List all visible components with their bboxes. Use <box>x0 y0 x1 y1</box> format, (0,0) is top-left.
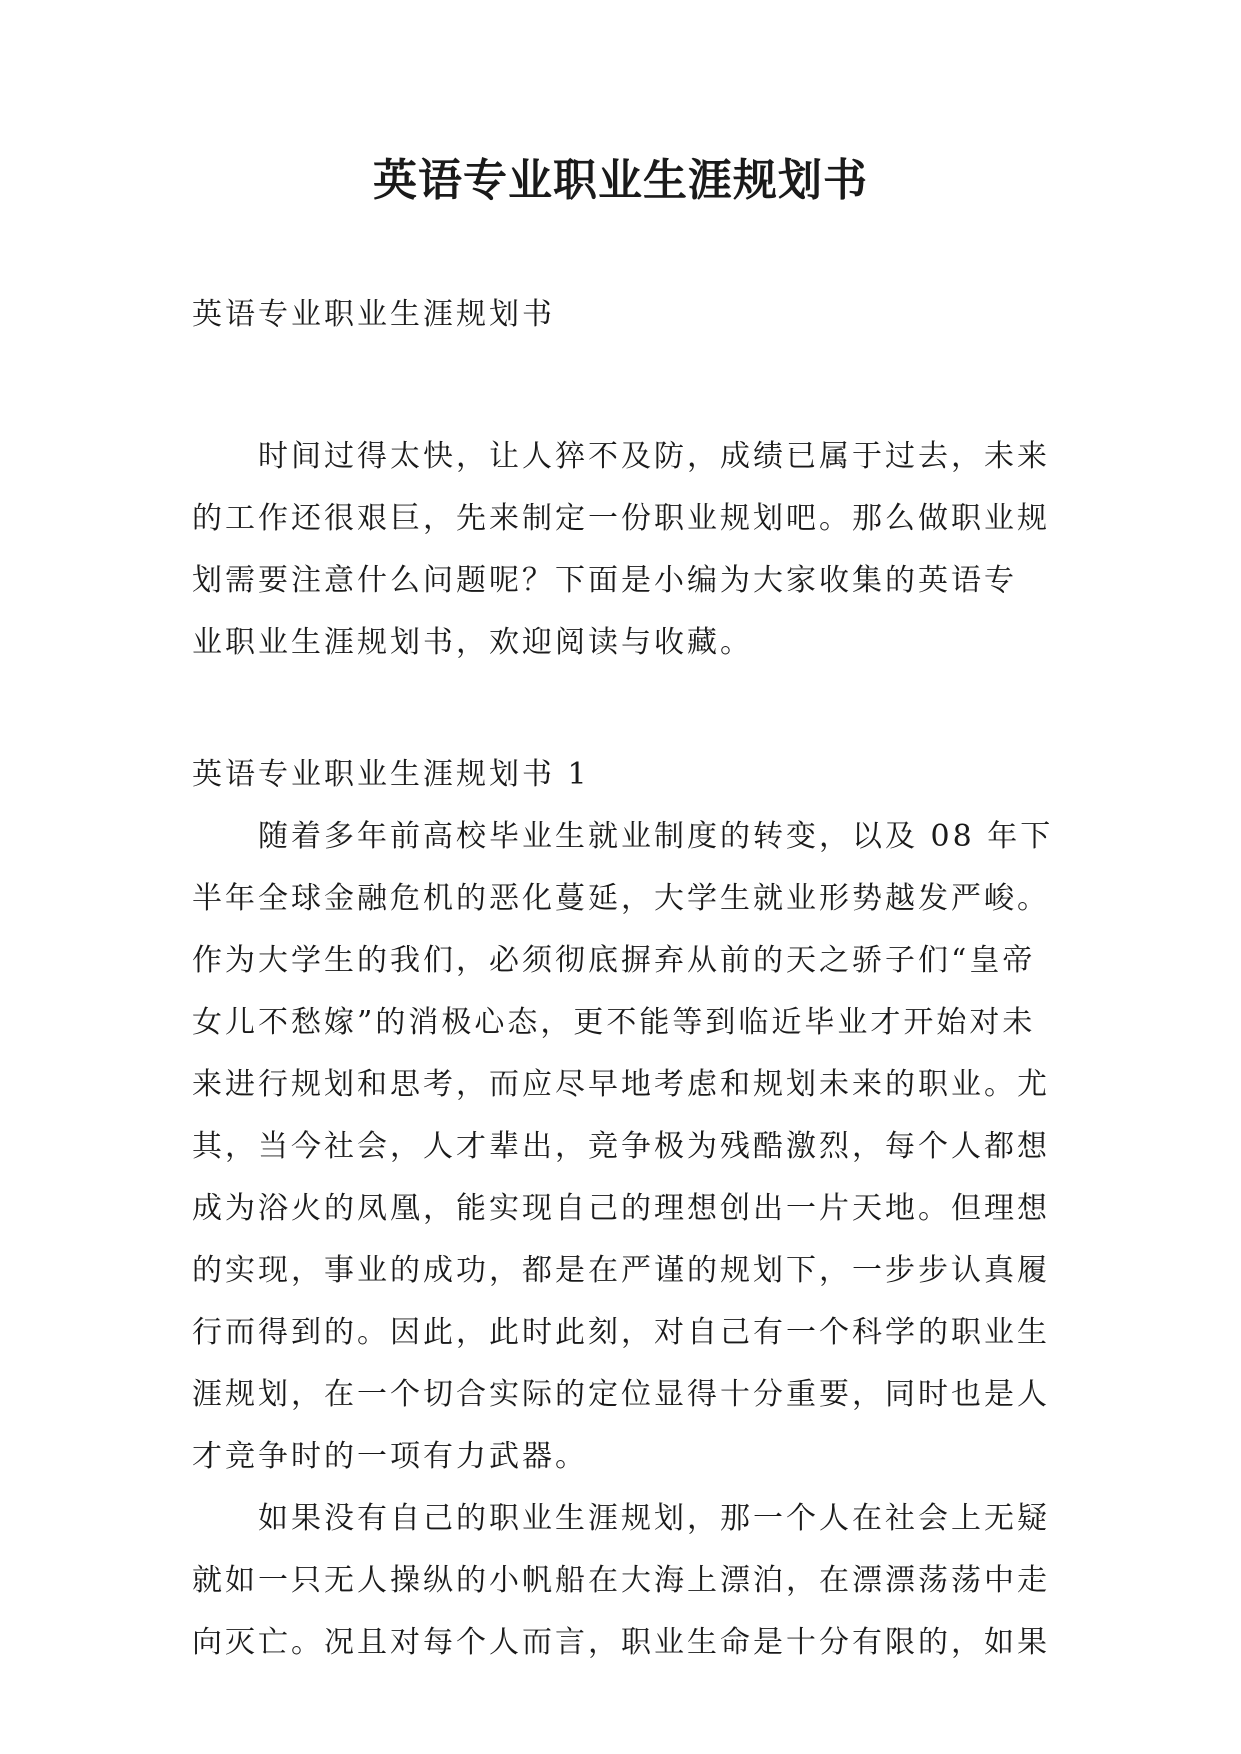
paragraph-line: 如果没有自己的职业生涯规划，那一个人在社会上无疑 <box>192 1501 1050 1536</box>
paragraph-line: 女儿不愁嫁”的消极心态，更不能等到临近毕业才开始对未 <box>192 1005 1036 1040</box>
paragraph-line: 成为浴火的凤凰，能实现自己的理想创出一片天地。但理想 <box>192 1191 1050 1226</box>
paragraph-line: 才竞争时的一项有力武器。 <box>192 1439 588 1474</box>
paragraph-line: 的实现，事业的成功，都是在严谨的规划下，一步步认真履 <box>192 1253 1050 1288</box>
paragraph-line: 的工作还很艰巨，先来制定一份职业规划吧。那么做职业规 <box>192 501 1050 536</box>
paragraph-line: 随着多年前高校毕业生就业制度的转变，以及 08 年下 <box>192 819 1054 854</box>
paragraph-line: 时间过得太快，让人猝不及防，成绩已属于过去，未来 <box>192 439 1050 474</box>
document-subtitle: 英语专业职业生涯规划书 <box>192 297 555 332</box>
paragraph-line: 业职业生涯规划书，欢迎阅读与收藏。 <box>192 625 753 660</box>
section-heading: 英语专业职业生涯规划书 1 <box>192 757 590 792</box>
paragraph-line: 作为大学生的我们，必须彻底摒弃从前的天之骄子们“皇帝 <box>192 943 1036 978</box>
paragraph-line: 半年全球金融危机的恶化蔓延，大学生就业形势越发严峻。 <box>192 881 1050 916</box>
body-paragraph-1 <box>192 806 1052 1488</box>
document-body <box>192 284 1052 1674</box>
paragraph-line: 向灭亡。况且对每个人而言，职业生命是十分有限的，如果 <box>192 1625 1050 1660</box>
paragraph-line: 涯规划，在一个切合实际的定位显得十分重要，同时也是人 <box>192 1377 1050 1412</box>
paragraph-line: 就如一只无人操纵的小帆船在大海上漂泊，在漂漂荡荡中走 <box>192 1563 1050 1598</box>
spacer <box>192 346 1052 426</box>
paragraph-line: 行而得到的。因此，此时此刻，对自己有一个科学的职业生 <box>192 1315 1050 1350</box>
intro-paragraph <box>192 426 1052 674</box>
spacer <box>192 674 1052 744</box>
paragraph-line: 划需要注意什么问题呢？下面是小编为大家收集的英语专 <box>192 563 1017 598</box>
paragraph-line: 来进行规划和思考，而应尽早地考虑和规划未来的职业。尤 <box>192 1067 1050 1102</box>
paragraph-line: 其，当今社会，人才辈出，竞争极为残酷激烈，每个人都想 <box>192 1129 1050 1164</box>
body-paragraph-2 <box>192 1488 1052 1674</box>
document-title: 英语专业职业生涯规划书 <box>373 155 868 206</box>
